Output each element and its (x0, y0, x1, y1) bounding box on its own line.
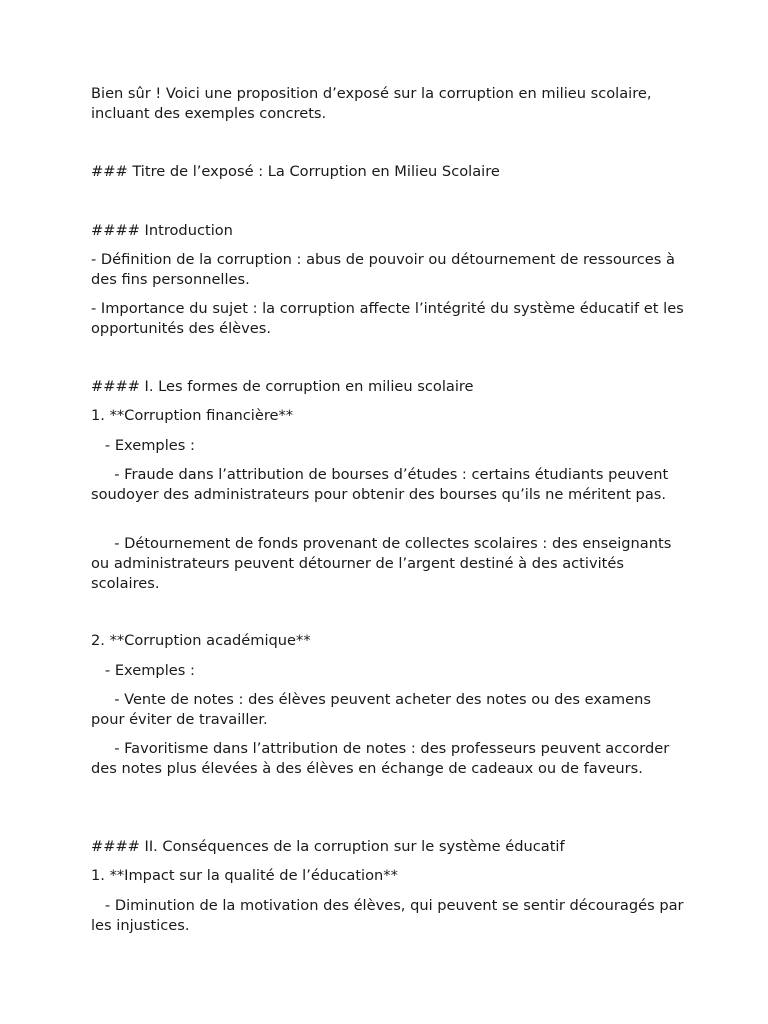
grade-selling-example: - Vente de notes : des élèves peuvent acheter des notes ou des examens pour éviter de travailler. (91, 691, 656, 728)
importance-bullet: - Importance du sujet : la corruption affecte l’intégrité du système éducatif et les opportunités des élèves. (91, 300, 689, 337)
exposé-title-heading: ### Titre de l’exposé : La Corruption en Milieu Scolaire (91, 163, 500, 180)
section-i-heading: #### I. Les formes de corruption en milieu scolaire (91, 378, 474, 395)
financial-corruption-item: 1. **Corruption financière** (91, 407, 294, 424)
favoritism-example: - Favoritisme dans l’attribution de notes : des professeurs peuvent accorder des notes plus élevées à des élèves en échange de cadeaux ou de faveurs. (91, 740, 674, 777)
introduction-heading: #### Introduction (91, 222, 233, 239)
intro-sentence: Bien sûr ! Voici une proposition d’exposé sur la corruption en milieu scolaire, incluant des exemples concrets. (91, 85, 657, 122)
examples-label: - Exemples : (91, 437, 195, 454)
section-ii-heading: #### II. Conséquences de la corruption sur le système éducatif (91, 838, 565, 855)
scholarship-fraud-example: - Fraude dans l’attribution de bourses d’études : certains étudiants peuvent soudoyer des administrateurs pour obtenir des bourses qu’ils ne méritent pas. (91, 466, 673, 503)
academic-corruption-item: 2. **Corruption académique** (91, 632, 311, 649)
definition-bullet: - Définition de la corruption : abus de pouvoir ou détournement de ressources à des fins personnelles. (91, 251, 680, 288)
education-quality-item: 1. **Impact sur la qualité de l’éducation** (91, 867, 398, 884)
motivation-bullet: - Diminution de la motivation des élèves, qui peuvent se sentir découragés par les injustices. (91, 897, 689, 934)
fund-embezzlement-example: - Détournement de fonds provenant de collectes scolaires : des enseignants ou administrateurs peuvent détourner de l’argent destiné à des activités scolaires. (91, 535, 676, 592)
examples-label: - Exemples : (91, 662, 195, 679)
